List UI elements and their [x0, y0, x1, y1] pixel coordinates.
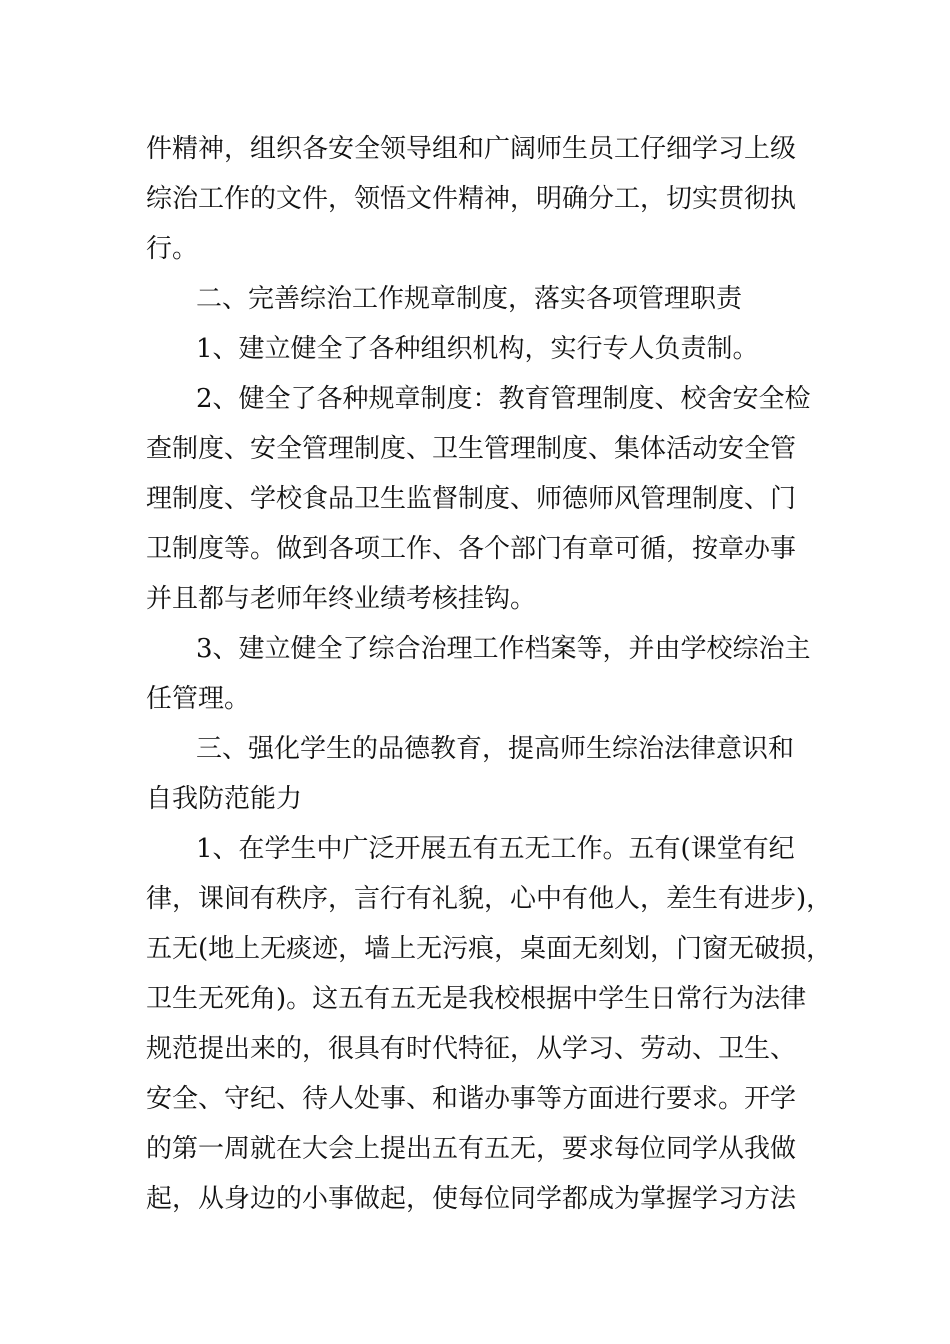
text-line: 五无(地上无痰迹，墙上无污痕，桌面无刻划，门窗无破损， [146, 934, 833, 964]
text-line: 律，课间有秩序，言行有礼貌，心中有他人，差生有进步)， [146, 884, 833, 914]
text-line: 2、健全了各种规章制度：教育管理制度、校舍安全检 [196, 384, 811, 414]
text-line: 理制度、学校食品卫生监督制度、师德师风管理制度、门 [146, 484, 797, 514]
text-line: 行。 [146, 234, 199, 264]
text-line: 卫制度等。做到各项工作、各个部门有章可循，按章办事 [146, 534, 797, 564]
text-line: 1、在学生中广泛开展五有五无工作。五有(课堂有纪 [196, 834, 795, 864]
text-line: 件精神，组织各安全领导组和广阔师生员工仔细学习上级 [146, 134, 797, 164]
section-heading: 自我防范能力 [146, 784, 303, 814]
text-line: 卫生无死角)。这五有五无是我校根据中学生日常行为法律 [146, 984, 807, 1014]
text-line: 1、建立健全了各种组织机构，实行专人负责制。 [196, 334, 759, 364]
text-line: 安全、守纪、待人处事、和谐办事等方面进行要求。开学 [146, 1084, 797, 1114]
text-line: 3、建立健全了综合治理工作档案等，并由学校综治主 [196, 634, 811, 664]
text-line: 任管理。 [146, 684, 251, 714]
text-line: 综治工作的文件，领悟文件精神，明确分工，切实贯彻执 [146, 184, 797, 214]
text-line: 的第一周就在大会上提出五有五无，要求每位同学从我做 [146, 1134, 797, 1164]
text-line: 规范提出来的，很具有时代特征，从学习、劳动、卫生、 [146, 1034, 797, 1064]
text-line: 查制度、安全管理制度、卫生管理制度、集体活动安全管 [146, 434, 797, 464]
text-line: 并且都与老师年终业绩考核挂钩。 [146, 584, 537, 614]
section-heading: 二、完善综治工作规章制度，落实各项管理职责 [196, 284, 743, 314]
text-line: 起，从身边的小事做起，使每位同学都成为掌握学习方法 [146, 1184, 797, 1214]
section-heading: 三、强化学生的品德教育，提高师生综治法律意识和 [196, 734, 795, 764]
